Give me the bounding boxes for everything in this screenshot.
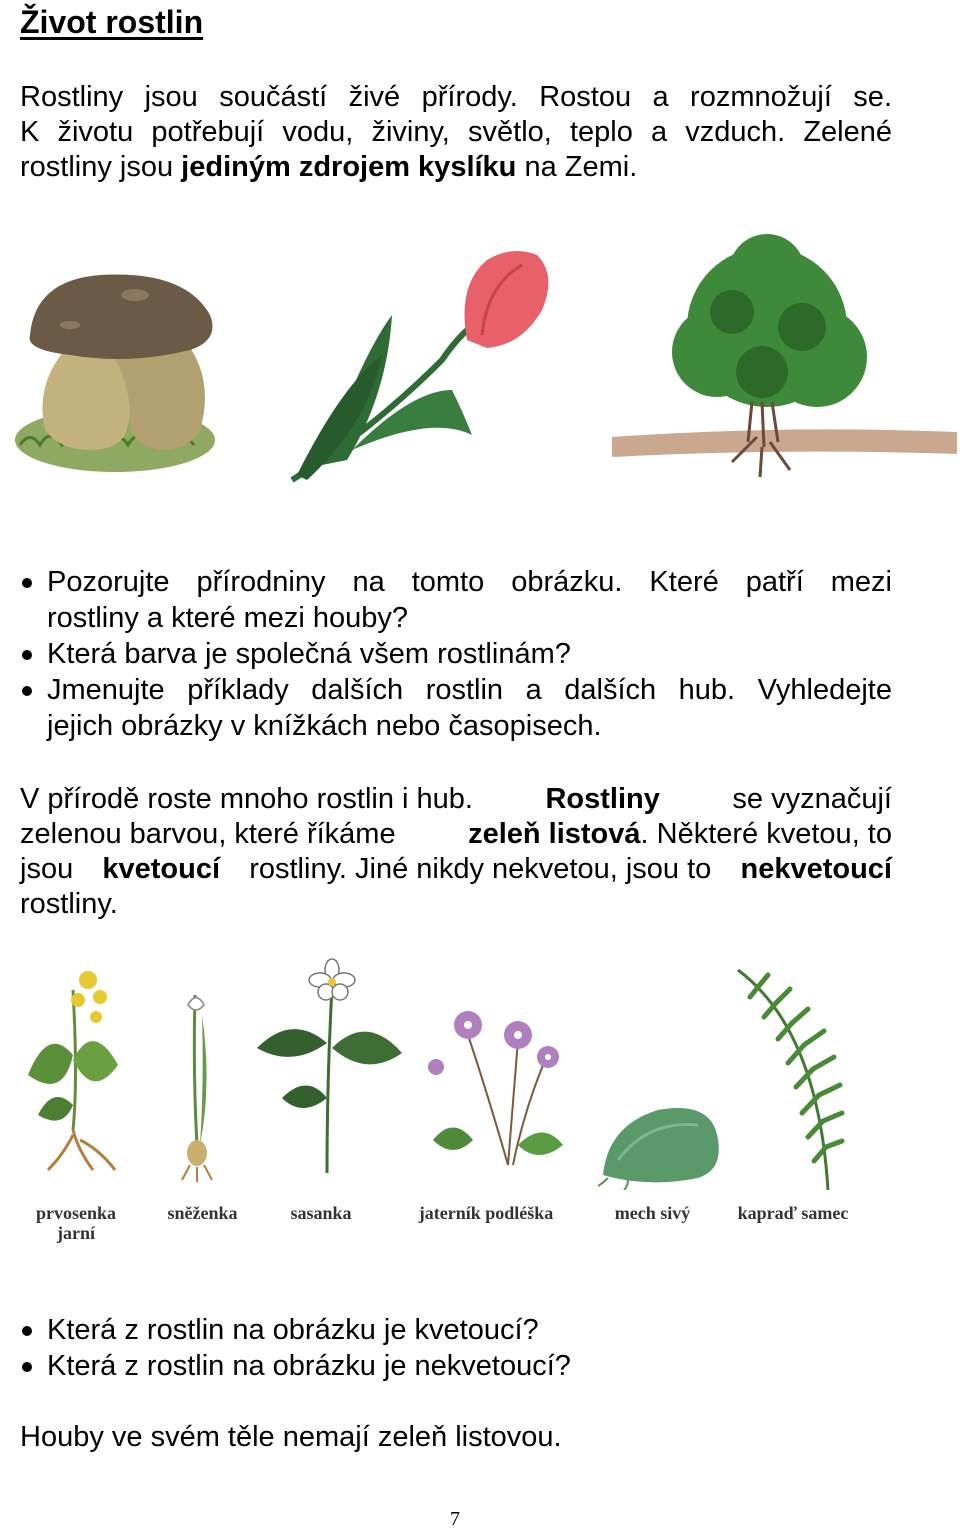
plants-line-3: [20, 852, 892, 887]
question-item: [20, 564, 892, 636]
question-item: [20, 636, 892, 672]
snowdrop-illustration: [160, 975, 230, 1185]
primrose-illustration: [18, 965, 138, 1185]
question-text: Která z rostlin na obrázku je kvetoucí?: [47, 1314, 539, 1346]
question-text: rostliny a které mezi houby?: [47, 602, 409, 634]
caption-fern: kapraď samec: [737, 1203, 849, 1223]
caption-anemone: sasanka: [290, 1203, 352, 1223]
liverwort-illustration: [418, 995, 578, 1180]
questions-list-1: [20, 564, 892, 744]
question-text: Pozorujte přírodniny na tomto obrázku. Které patří mezi: [47, 566, 892, 598]
questions-list-2: [20, 1312, 892, 1384]
tulip-illustration: [282, 250, 562, 490]
intro-line-2: K životu potřebují vodu, živiny, světlo, teplo a vzduch. Zelené: [20, 116, 892, 148]
fern-illustration: [728, 965, 858, 1195]
question-item: [20, 1312, 892, 1348]
question-item: [20, 672, 892, 744]
question-text: Která barva je společná všem rostlinám?: [47, 638, 571, 670]
caption-liverwort: jaterník podléška: [418, 1203, 554, 1223]
caption-text: jarní: [57, 1223, 95, 1243]
plants-text: zelenou barvou, které říkáme: [20, 818, 396, 850]
plants-text-group: [468, 817, 892, 852]
bold-term-chlorophyll: zeleň listová: [468, 818, 641, 850]
moss-illustration: [598, 1090, 723, 1190]
question-text: jejich obrázky v knížkách nebo časopisech.: [47, 710, 602, 742]
anemone-illustration: [252, 958, 407, 1188]
plants-text: rostliny. Jiné nikdy nekvetou, jsou to: [249, 853, 712, 885]
caption-moss: mech sivý: [614, 1203, 691, 1223]
plants-line-1: [20, 782, 892, 817]
plants-paragraph: [20, 782, 892, 922]
intro-text-end: na Zemi.: [516, 151, 638, 183]
shrub-illustration: [612, 232, 957, 494]
bold-term-flowering: kvetoucí: [102, 853, 221, 885]
intro-line-1: Rostliny jsou součástí živé přírody. Rostou a rozmnožují se.: [20, 81, 892, 113]
intro-text: rostliny jsou: [20, 151, 182, 183]
intro-paragraph: [20, 80, 892, 185]
page-number: 7: [450, 1508, 460, 1529]
bold-term-nonflowering: nekvetoucí: [740, 853, 892, 885]
plants-line-4: rostliny.: [20, 888, 118, 920]
caption-snowdrop: sněženka: [167, 1203, 238, 1223]
closing-sentence: Houby ve svém těle nemají zeleň listovou.: [20, 1421, 562, 1453]
question-text: Která z rostlin na obrázku je nekvetoucí?: [47, 1350, 571, 1382]
question-text: Jmenujte příklady dalších rostlin a dalších hub. Vyhledejte: [47, 674, 892, 706]
plants-text: V přírodě roste mnoho rostlin i hub.: [20, 783, 473, 815]
bullet-icon: [22, 1362, 32, 1372]
plants-text: se vyznačují: [732, 783, 892, 815]
bullet-icon: [22, 686, 32, 696]
question-item: [20, 1348, 892, 1384]
caption-primrose: [22, 1203, 130, 1243]
mushroom-illustration: [10, 265, 220, 480]
intro-bold-oxygen: jediným zdrojem kyslíku: [181, 151, 517, 183]
bullet-icon: [22, 578, 32, 588]
plants-text: jsou: [20, 853, 74, 885]
bold-term-plants: Rostliny: [545, 783, 660, 815]
bullet-icon: [22, 650, 32, 660]
bullet-icon: [22, 1326, 32, 1336]
plants-text: . Některé kvetou, to: [640, 818, 892, 850]
intro-line-3: [20, 150, 892, 185]
caption-text: prvosenka: [35, 1203, 116, 1223]
page-title: Život rostlin: [20, 4, 204, 40]
plants-line-2: [20, 817, 892, 852]
